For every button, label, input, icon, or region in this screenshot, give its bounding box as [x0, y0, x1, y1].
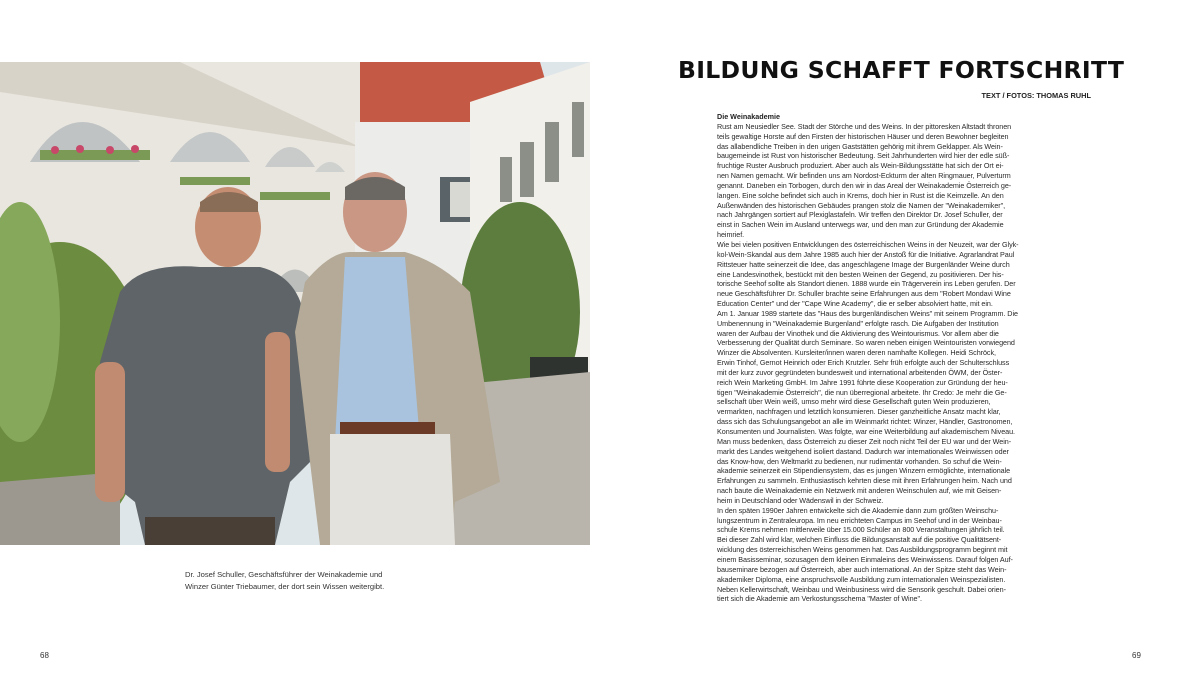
photo-two-men-courtyard [0, 62, 590, 545]
article-line: einem Basisseminar, sozusagen dem kleinen Einmaleins des Weinwissens. Darauf folgen Auf- [717, 554, 1013, 564]
article-title: BILDUNG SCHAFFT FORTSCHRITT [678, 56, 1125, 84]
article-line: eine Landesvinothek, bestückt mit den besten Weinen der Gegend, zu positivieren. Der his- [717, 269, 1004, 279]
article-line: Verbesserung der Qualität durch Seminare. So waren neben einigen Weintouristen vorwiegend [717, 338, 1015, 348]
article-line: Am 1. Januar 1989 startete das "Haus des burgenländischen Weins" mit seinem Programm. Die [717, 308, 1018, 318]
article-line: Man muss bedenken, dass Österreich zu dieser Zeit noch nicht Teil der EU war und der Wein- [717, 436, 1012, 446]
article-line: sellschaft über Wein weiß, umso mehr wird diese Gesellschaft guten Wein produzieren, [717, 397, 991, 407]
article-line: fruchtige Ruster Ausbruch produziert. Aber auch als Wein-Bildungsstätte hat sich der Ort ei- [717, 161, 1004, 171]
article-line: das allabendliche Treiben in den urigen Gaststätten gehörig mit ihrem Geklapper. Als Wein- [717, 141, 1003, 151]
article-line: wicklung des österreichischen Weins genommen hat. Das Ausbildungsprogramm beginnt mit [717, 545, 1008, 555]
article-line: nach Jahrgängen sortiert auf Plexiglastafeln. Wir treffen den Direktor Dr. Josef Schuller, der [717, 210, 1003, 220]
article-line: genannt. Daneben ein Torbogen, durch den wir in das Areal der Weinakademie Österreich ge- [717, 180, 1012, 190]
article-line: Bei dieser Zahl wird klar, welchen Einfluss die Bildungsanstalt auf die positive Qualitätsent- [717, 535, 1002, 545]
article-line: lungszentrum in Zentraleuropa. Im neu errichteten Campus im Seehof und in der Weinbau- [717, 515, 1002, 525]
article-line: dass sich das Schulungsangebot an alle im Weinmarkt richtet: Winzer, Händler, Gastronomen, [717, 417, 1013, 427]
page-number-right: 69 [1132, 651, 1141, 660]
article-line: Education Center" und der "Cape Wine Academy", die er selber absolviert hatte, mit ein. [717, 299, 993, 309]
article-line: reich Wein Marketing GmbH. Im Jahre 1991 führte diese Kooperation zur Gründung der heu- [717, 377, 1008, 387]
photo-caption [185, 569, 445, 592]
article-line: Rittsteuer hatte seinerzeit die Idee, das angeschlagene Image der Burgenländer Weine durch [717, 259, 1010, 269]
article-line: baugemeinde ist Rust von historischer Bedeutung. Seit Jahrhunderten wird hier der edle süß- [717, 151, 1010, 161]
article-line: torische Seehof sollte als Standort dienen. 1888 wurde ein Trägerverein ins Leben gerufen. Der [717, 279, 1016, 289]
right-page [590, 0, 1181, 689]
article-line: Wie bei vielen positiven Entwicklungen des österreichischen Weins in der Neuzeit, war der Glyk- [717, 239, 1019, 249]
article-line: nach baute die Weinakademie ein Netzwerk mit anderen Weinschulen auf, wie mit Geisen- [717, 486, 1002, 496]
article-line: das Know-how, den Weltmarkt zu bedienen, nur rudimentär vorhanden. So schuf die Wein- [717, 456, 1002, 466]
article-line: Rust am Neusiedler See. Stadt der Störche und des Weins. In der pittoresken Altstadt thronen [717, 121, 1012, 131]
article-line: tiert sich die Akademie am Verkostungsschema "Master of Wine". [717, 594, 922, 604]
article-line: neue Geschäftsführer Dr. Schuller brachte seine Erfahrungen aus dem "Robert Mondavi Wine [717, 289, 1011, 299]
photo-illustration [0, 62, 590, 545]
article-line: schule Krems nehmen mittlerweile über 15.000 Schüler an 800 Veranstaltungen jährlich teil. [717, 525, 1005, 535]
article-line: Winzer die Absolventen. Kursleiter/innen waren deren namhafte Kollegen. Heidi Schröck, [717, 348, 996, 358]
article-line: einst in Sachen Wein im Ausland unterwegs war, und den man zur Gründung der Akademie [717, 220, 1004, 230]
article-line: Neben Kellerwirtschaft, Weinbau und Weinbusiness wird die Sensorik geschult. Dabei orien- [717, 584, 1006, 594]
left-page [0, 0, 590, 689]
article-line: teils gewaltige Horste auf den Firsten der historischen Häuser und deren Bewohner begleiten [717, 131, 1009, 141]
article-line: heimrief. [717, 230, 745, 240]
article-line: Erfahrungen zu sammeln. Enthusiastisch kehrten diese mit ihren Erfahrungen heim. Nach und [717, 476, 1012, 486]
article-byline: TEXT / FOTOS: THOMAS RUHL [981, 91, 1091, 100]
article-line: heim in Deutschland oder Wädenswil in der Schweiz. [717, 495, 884, 505]
article-line: langen. Eine solche befindet sich auch in Krems, doch hier in Rust ist die Keimzelle. An den [717, 190, 1004, 200]
article-line: Außenwänden des historischen Gebäudes prangen stolz die Namen der "Weinakademiker", [717, 200, 1006, 210]
article-line: kol-Wein-Skandal aus dem Jahre 1985 auch hier der Anstoß für die Initiative. Agrarlandrat Paul [717, 249, 1015, 259]
article-line: waren der Aufbau der Vinothek und die Aktivierung des Weintourismus. Vor allem aber die [717, 328, 999, 338]
article-line: mit der kurz zuvor gegründeten bundesweit und international arbeitenden ÖWM, der Öster- [717, 367, 1003, 377]
article-body [717, 112, 1091, 604]
article-line: bauseminare bezogen auf Österreich, aber auch international. An der Spitze steht das Wein- [717, 564, 1007, 574]
caption-line: Winzer Günter Triebaumer, der dort sein Wissen weitergibt. [185, 581, 385, 591]
article-line: markt des Landes weitgehend isoliert dastand. Dadurch war internationales Weinwissen oder [717, 446, 1009, 456]
article-line: tigen "Weinakademie Österreich", die nun überregional arbeitete. Ihr Credo: Je mehr die Ge- [717, 387, 1007, 397]
article-line: nen Namen gemacht. Wir befinden uns am Nordost-Eckturm der alten Ringmauer, Pulverturm [717, 171, 1011, 181]
article-line: akademiker Diploma, eine anspruchsvolle Ausbildung zum internationalen Weinspezialisten. [717, 574, 1006, 584]
article-text [717, 122, 1091, 604]
article-line: Umbenennung in "Weinakademie Burgenland" erfolgte rasch. Die Aufgaben der Institution [717, 318, 999, 328]
page-number-left: 68 [40, 651, 49, 660]
article-line: In den späten 1990er Jahren entwickelte sich die Akademie dann zum größten Weinschu- [717, 505, 999, 515]
caption-line: Dr. Josef Schuller, Geschäftsführer der Weinakademie und [185, 570, 383, 579]
article-line: Erwin Tinhof, Gernot Heinrich oder Erich Krutzler. Sehr früh erfolgte auch der Schulterschluss [717, 358, 1010, 368]
article-line: akademie seinerzeit ein Stipendiensystem, das es jungen Winzern ermöglichte, internationale [717, 466, 1011, 476]
article-line: vermarkten, nachfragen und letztlich konsumieren. Dieser ganzheitliche Ansatz macht klar, [717, 407, 1001, 417]
article-line: Konsumenten und Journalisten. Was folgte, war eine Weiterbildung auf akademischem Niveau. [717, 427, 1015, 436]
article-subheading: Die Weinakademie [717, 112, 780, 121]
